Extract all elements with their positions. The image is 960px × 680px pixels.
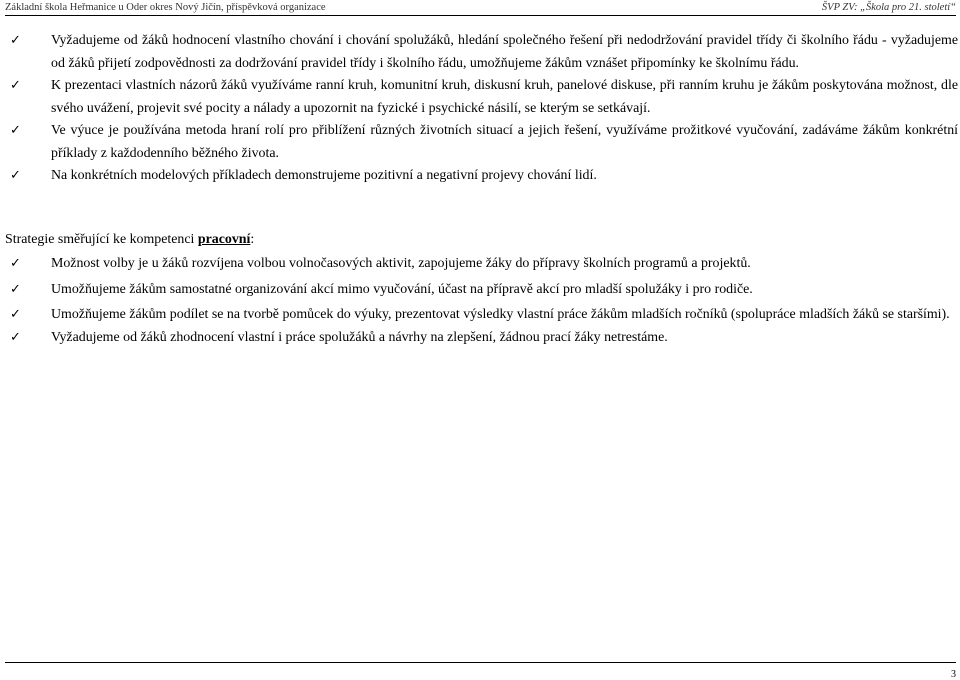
list-item	[0, 279, 960, 302]
list-item	[0, 165, 960, 188]
header-document-title: ŠVP ZV: „Škola pro 21. století“	[821, 2, 956, 13]
list-item	[0, 253, 960, 276]
list-item-text: Na konkrétních modelových příkladech demonstrujeme pozitivní a negativní projevy chování lidí.	[51, 168, 597, 183]
checkmark-icon: ✓	[10, 123, 21, 138]
list-item-text: Umožňujeme žákům podílet se na tvorbě pomůcek do výuky, prezentovat výsledky vlastní práce žákům mladších ročníků (spolupráce mladších žáků se staršími).	[51, 307, 950, 322]
list-item-text: K prezentaci vlastních názorů žáků využíváme ranní kruh, komunitní kruh, diskusní kruh, panelové diskuse, při ranním kruhu je žákům poskytována možnost, dle svého uvážení, projevit své pocity a nálady a upozornit na fyzické i psychické násilí, se kterým se setkávají.	[51, 78, 958, 116]
section-heading-work-competence	[5, 230, 254, 250]
social-competence-list	[0, 30, 960, 188]
section-heading-prefix: Strategie směřující ke kompetenci	[5, 232, 198, 247]
list-item	[0, 327, 960, 350]
list-item	[0, 30, 960, 75]
list-item	[0, 120, 960, 165]
list-item-text: Vyžadujeme od žáků zhodnocení vlastní i práce spolužáků a návrhy na zlepšení, žádnou prací žáky netrestáme.	[51, 329, 668, 345]
checkmark-icon: ✓	[10, 307, 21, 322]
page-header	[5, 0, 956, 16]
list-item-text: Možnost volby je u žáků rozvíjena volbou volnočasových aktivit, zapojujeme žáky do přípravy školních programů a projektů.	[51, 256, 751, 271]
list-item	[0, 75, 960, 120]
checkmark-icon: ✓	[10, 33, 21, 48]
checkmark-icon: ✓	[10, 281, 21, 297]
checkmark-icon: ✓	[10, 78, 21, 93]
list-item	[0, 304, 960, 327]
list-item-text: Vyžadujeme od žáků hodnocení vlastního chování i chování spolužáků, hledání společného řešení při nedodržování pravidel třídy či školního řádu - vyžadujeme od žáků přijetí zodpovědnosti za dodržování pravidel třídy i školního řádu, umožňujeme žákům vznášet připomínky ke školnímu řádu.	[51, 33, 958, 71]
checkmark-icon: ✓	[10, 329, 21, 345]
list-item-text: Umožňujeme žákům samostatné organizování akcí mimo vyučování, účast na přípravě akcí pro mladší spolužáky i pro rodiče.	[51, 281, 753, 297]
header-school-name: Základní škola Heřmanice u Oder okres Nový Jičín, příspěvková organizace	[5, 2, 326, 13]
checkmark-icon: ✓	[10, 256, 21, 271]
page-number: 3	[951, 669, 956, 680]
footer-divider	[5, 662, 956, 663]
checkmark-icon: ✓	[10, 168, 21, 183]
section-heading-suffix: :	[250, 232, 255, 247]
section-heading-emphasis: pracovní	[197, 232, 251, 247]
list-item-text: Ve výuce je používána metoda hraní rolí pro přiblížení různých životních situací a jejich řešení, využíváme prožitkové vyučování, zadáváme žákům konkrétní příklady z každodenního běžného života.	[51, 123, 958, 161]
work-competence-list	[0, 253, 960, 349]
